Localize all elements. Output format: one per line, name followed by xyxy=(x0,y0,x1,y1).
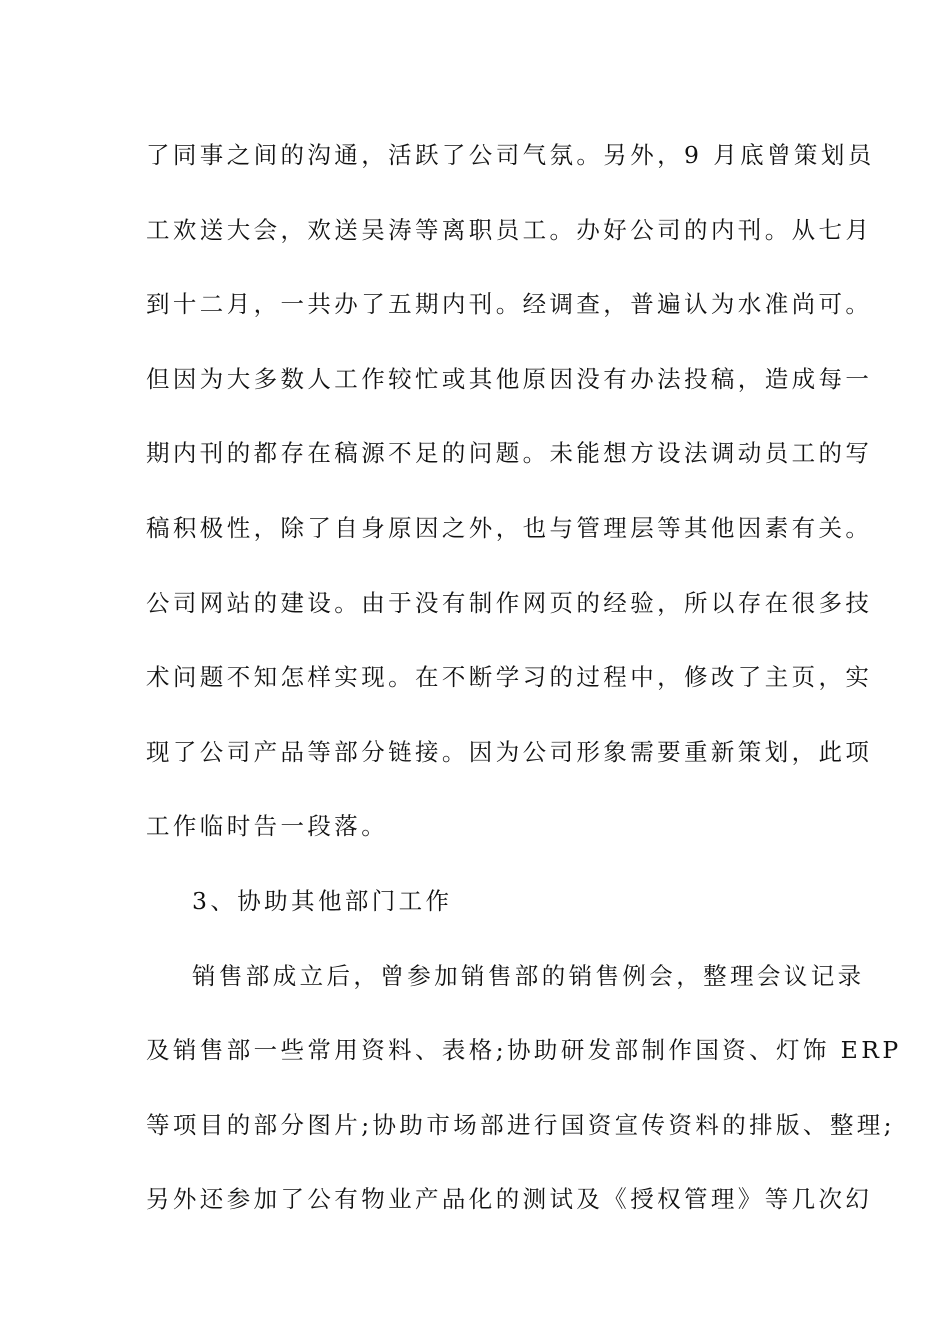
text-line: 但因为大多数人工作较忙或其他原因没有办法投稿，造成每一 xyxy=(146,364,873,393)
text-line: 稿积极性，除了自身原因之外，也与管理层等其他因素有关。 xyxy=(146,513,873,542)
section-heading: 3、协助其他部门工作 xyxy=(192,886,453,915)
text-line: 及销售部一些常用资料、表格;协助研发部制作国资、灯饰 ERP xyxy=(146,1036,902,1065)
text-line: 了同事之间的沟通，活跃了公司气氛。另外，9 月底曾策划员 xyxy=(146,141,875,169)
text-line: 期内刊的都存在稿源不足的问题。未能想方设法调动员工的写 xyxy=(146,439,873,468)
text-line: 工作临时告一段落。 xyxy=(146,812,389,841)
document-body xyxy=(146,130,902,1249)
text-line: 另外还参加了公有物业产品化的测试及《授权管理》等几次幻 xyxy=(146,1185,873,1214)
text-line: 术问题不知怎样实现。在不断学习的过程中，修改了主页，实 xyxy=(146,663,873,692)
text-line: 到十二月，一共办了五期内刊。经调查，普遍认为水准尚可。 xyxy=(146,290,873,319)
text-line: 销售部成立后，曾参加销售部的销售例会，整理会议记录 xyxy=(192,961,865,990)
text-line: 公司网站的建设。由于没有制作网页的经验，所以存在很多技 xyxy=(146,588,873,617)
text-line: 工欢送大会，欢送吴涛等离职员工。办好公司的内刊。从七月 xyxy=(146,215,873,244)
text-line: 等项目的部分图片;协助市场部进行国资宣传资料的排版、整理; xyxy=(146,1110,895,1139)
text-line: 现了公司产品等部分链接。因为公司形象需要重新策划，此项 xyxy=(146,737,873,766)
